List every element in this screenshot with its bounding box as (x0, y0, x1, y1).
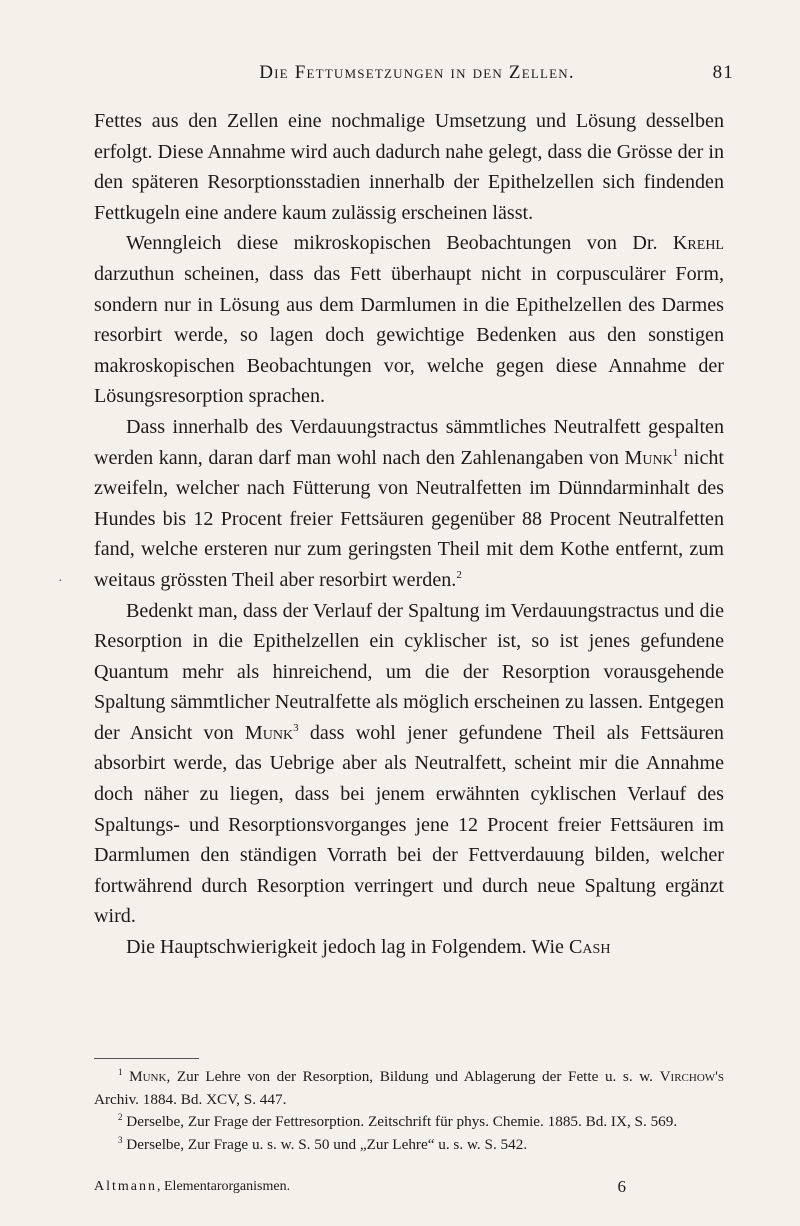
paragraph-5-text-a: Die Hauptschwierigkeit jedoch lag in Folgendem. Wie (126, 936, 570, 959)
footnote-ref-3: 3 (293, 721, 299, 734)
footnote-2 (94, 1111, 724, 1134)
paragraph-3 (94, 412, 724, 596)
paragraph-1-text: Fettes aus den Zellen eine nochmalige Umsetzung und Lösung desselben erfolgt. Diese Annahme wird auch dadurch nahe gelegt, dass die Grösse der in den späteren Resorptionsstadien innerhalb der Epithelzellen sich findenden Fettkugeln eine andere kaum zulässig erscheinen lässt. (94, 110, 724, 224)
paragraph-4-text-b: dass wohl jener gefundene Theil als Fettsäuren absorbirt werde, das Uebrige aber als Neutralfett, scheint mir die Annahme doch näher zu liegen, dass bei jenem erwähnten cyklischen Verlauf des Spaltungs- und Resorptionsvorganges jene 12 Procent freier Fettsäuren im Darmlumen den ständigen Vorrath bei der Fettverdauung bilden, welcher fortwährend durch Resorption verringert und durch neue Spaltung ergänzt wird. (94, 721, 724, 928)
author-name-munk-2: Munk (244, 721, 294, 744)
author-name-krehl: Krehl (672, 232, 724, 255)
footnote-1-text-a: , Zur Lehre von der Resorption, Bildung und Ablagerung der Fette u. s. w. (166, 1068, 660, 1085)
signature-sheet-number: 6 (617, 1177, 626, 1196)
footnote-3-text: Derselbe, Zur Frage u. s. w. S. 50 und „Zur Lehre“ u. s. w. S. 542. (126, 1135, 528, 1153)
footnote-3 (94, 1134, 724, 1157)
footnote-2-number: 2 (118, 1112, 123, 1122)
paragraph-2-text-b: darzuthun scheinen, dass das Fett überhaupt nicht in corpusculärer Form, sondern nur in Lösung aus dem Darmlumen in die Epithelzellen des Darmes resorbirt werde, so lagen doch gewichtige Bedenken aus den sonstigen makroskopischen Beobachtungen vor, welche gegen diese Annahme der Lösungsresorption sprachen. (94, 262, 724, 408)
signature-work: , Elementarorganismen. (157, 1179, 291, 1194)
body-text (94, 106, 724, 963)
paragraph-2 (94, 228, 724, 412)
paragraph-5 (94, 932, 724, 963)
footnote-rule (94, 1058, 199, 1059)
footnotes (94, 1066, 724, 1156)
footnote-1-text-b: Archiv. 1884. Bd. XCV, S. 447. (94, 1090, 287, 1108)
footnote-2-text: Derselbe, Zur Frage der Fettresorption. Zeitschrift für phys. Chemie. 1885. Bd. IX, S. 569. (126, 1113, 678, 1130)
paragraph-4-text-a: Bedenkt man, dass der Verlauf der Spaltung im Verdauungstractus und die Resorption in die Epithelzellen ein cyklischer ist, so ist jenes gefundene Quantum mehr als hinreichend, um die der Resorption vorausgehende Spaltung sämmtlicher Neutralfette als möglich erscheinen zu lassen. Entgegen der Ansicht von (94, 599, 724, 744)
footnote-1-author: Munk (129, 1068, 167, 1085)
footnote-1 (94, 1066, 724, 1111)
paragraph-1 (94, 106, 724, 228)
running-head-title: Die Fettumsetzungen in den Zellen. (259, 62, 575, 83)
footnote-1-number: 1 (118, 1067, 123, 1077)
footnote-3-number: 3 (118, 1134, 123, 1145)
paragraph-2-text-a: Wenngleich diese mikroskopischen Beobachtungen von Dr. (126, 232, 673, 255)
footnote-ref-1: 1 (672, 446, 679, 459)
margin-dot-mark: · (58, 574, 63, 589)
author-name-cash: Cash (569, 936, 611, 959)
sheet-signature (94, 1178, 724, 1196)
footnote-1-journal-name: Virchow's (659, 1068, 725, 1085)
signature-author: Altmann (94, 1179, 157, 1194)
paragraph-3-text-a: Dass innerhalb des Verdauungstractus sämmtliches Neutralfett gespalten werden kann, daran darf man wohl nach den Zahlenangaben von (94, 415, 724, 469)
paragraph-4 (94, 596, 724, 933)
paragraph-3-text-b: nicht zweifeln, welcher nach Fütterung von Neutralfetten im Dünndarminhalt des Hundes bis 12 Procent freier Fettsäuren gegenüber 88 Procent Neutralfetten fand, welche ersteren nur zum geringsten Theil mit dem Kothe entfernt, zum weitaus grössten Theil aber resorbirt werden. (94, 446, 724, 591)
page-number: 81 (712, 62, 734, 83)
author-name-munk: Munk (624, 446, 673, 469)
footnote-ref-2: 2 (456, 568, 462, 581)
